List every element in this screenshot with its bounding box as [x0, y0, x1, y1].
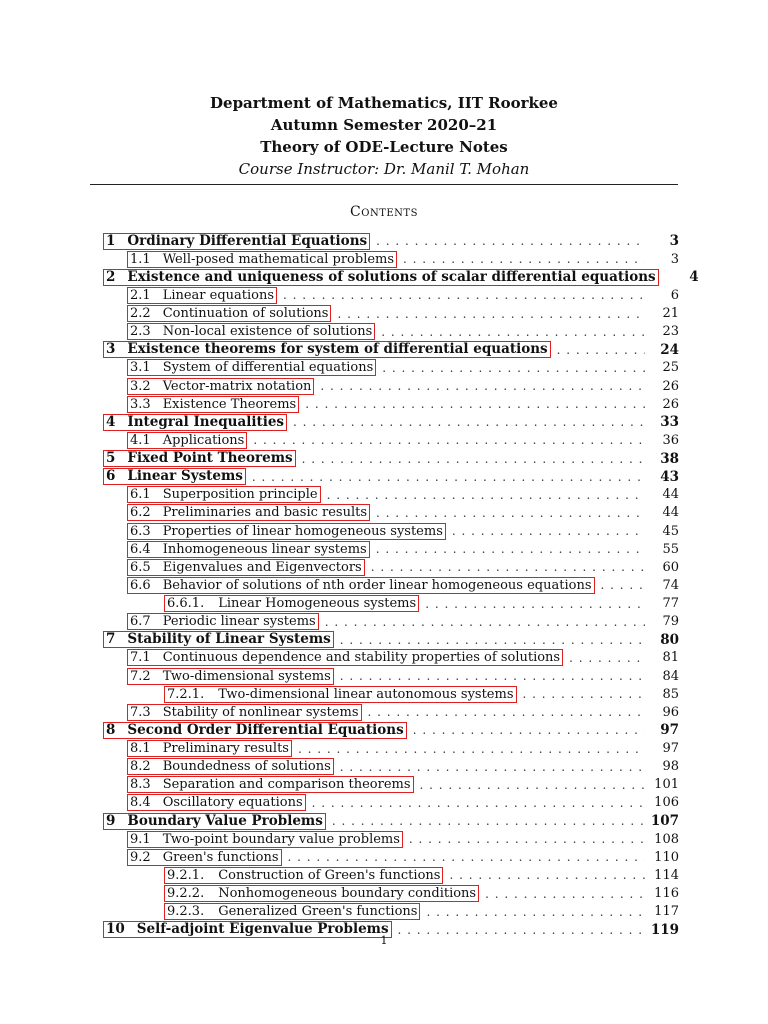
- toc-entry-title: Generalized Green's functions: [218, 904, 418, 920]
- table-of-contents: [103, 232, 699, 939]
- toc-row: [103, 323, 679, 341]
- toc-entry-number: 7: [106, 631, 116, 648]
- toc-entry-page: 116: [654, 886, 679, 902]
- toc-row: [103, 776, 679, 794]
- toc-entry-title: Integral Inequalities: [127, 413, 285, 430]
- toc-entry-page: 3: [670, 251, 679, 267]
- toc-entry-title: Construction of Green's functions: [218, 867, 441, 883]
- toc-leader-dots: [376, 234, 645, 248]
- toc-entry-link[interactable]: [127, 740, 292, 757]
- toc-entry-page: 43: [660, 468, 679, 485]
- toc-entry-page: 6: [670, 287, 679, 303]
- toc-entry-page: 114: [654, 867, 679, 883]
- toc-entry-link[interactable]: [127, 305, 331, 322]
- toc-entry-page: 79: [662, 614, 679, 630]
- toc-entry-page: 44: [662, 505, 679, 521]
- toc-entry-page: 23: [662, 324, 679, 340]
- toc-entry-title: Green's functions: [162, 849, 279, 865]
- toc-entry-link[interactable]: [103, 631, 334, 648]
- toc-leader-dots: [320, 379, 645, 393]
- toc-row: [103, 305, 679, 323]
- toc-entry-title: Second Order Differential Equations: [127, 721, 404, 738]
- toc-row: [103, 558, 679, 576]
- toc-entry-number: 2: [106, 268, 116, 285]
- toc-entry-page: 60: [662, 559, 679, 575]
- toc-row: [103, 649, 679, 667]
- toc-entry-page: 45: [662, 523, 679, 539]
- toc-entry-title: Behavior of solutions of nth order linear homogeneous equations: [162, 577, 592, 593]
- toc-entry-title: Oscillatory equations: [162, 795, 303, 811]
- toc-entry-title: Linear equations: [162, 287, 275, 303]
- toc-leader-dots: [382, 361, 645, 375]
- toc-row: [103, 631, 679, 649]
- toc-entry-number: 7.2.1.: [167, 686, 205, 702]
- toc-row: [103, 685, 679, 703]
- toc-row: [103, 703, 679, 721]
- toc-entry-number: 7.2: [130, 668, 151, 684]
- toc-row: [103, 232, 679, 250]
- toc-leader-dots: [452, 524, 645, 538]
- toc-leader-dots: [381, 325, 645, 339]
- semester-line: Autumn Semester 2020–21: [270, 116, 498, 134]
- toc-entry-link[interactable]: [127, 359, 376, 376]
- toc-row: [103, 848, 679, 866]
- toc-entry-page: 101: [654, 777, 679, 793]
- toc-entry-page: 119: [650, 921, 679, 938]
- toc-row: [103, 450, 679, 468]
- toc-entry-number: 9.2.2.: [167, 886, 205, 902]
- toc-entry-number: 9.2.1.: [167, 867, 205, 883]
- toc-entry-number: 9.2: [130, 849, 151, 865]
- toc-entry-page: 97: [660, 722, 679, 739]
- toc-entry-title: Vector-matrix notation: [162, 378, 312, 394]
- toc-entry-link[interactable]: [127, 776, 414, 793]
- toc-leader-dots: [325, 615, 645, 629]
- toc-leader-dots: [449, 868, 645, 882]
- toc-entry-title: System of differential equations: [162, 360, 374, 376]
- toc-entry-page: 97: [662, 741, 679, 757]
- toc-leader-dots: [376, 542, 645, 556]
- toc-entry-title: Ordinary Differential Equations: [127, 232, 368, 249]
- toc-entry-title: Preliminaries and basic results: [162, 505, 368, 521]
- toc-entry-number: 2.2: [130, 306, 151, 322]
- toc-entry-page: 110: [654, 849, 679, 865]
- toc-leader-dots: [253, 433, 645, 447]
- toc-leader-dots: [569, 651, 645, 665]
- toc-entry-title: Two-dimensional systems: [162, 668, 331, 684]
- toc-row: [103, 250, 679, 268]
- toc-entry-page: 107: [650, 813, 679, 830]
- toc-row: [103, 504, 679, 522]
- page-number: 1: [380, 934, 388, 947]
- toc-leader-dots: [302, 452, 645, 466]
- toc-entry-link[interactable]: [127, 432, 247, 449]
- toc-entry-link[interactable]: [127, 577, 595, 594]
- toc-entry-number: 7.3: [130, 704, 151, 720]
- toc-row: [103, 595, 679, 613]
- toc-entry-title: Properties of linear homogeneous systems: [162, 523, 443, 539]
- toc-leader-dots: [371, 560, 645, 574]
- toc-leader-dots: [337, 307, 645, 321]
- toc-row: [103, 667, 679, 685]
- toc-entry-page: 108: [654, 831, 679, 847]
- toc-leader-dots: [426, 905, 645, 919]
- toc-entry-number: 9.1: [130, 831, 151, 847]
- toc-entry-page: 80: [660, 631, 679, 648]
- toc-entry-number: 8.3: [130, 777, 151, 793]
- toc-entry-link[interactable]: [127, 486, 321, 503]
- toc-entry-number: 6.2: [130, 505, 151, 521]
- toc-entry-page: 36: [662, 432, 679, 448]
- toc-entry-number: 6.4: [130, 541, 151, 557]
- toc-leader-dots: [312, 796, 645, 810]
- toc-row: [103, 286, 679, 304]
- toc-entry-link[interactable]: [127, 758, 334, 775]
- toc-leader-dots: [376, 506, 645, 520]
- toc-row: [103, 903, 679, 921]
- toc-entry-link[interactable]: [127, 523, 446, 540]
- toc-entry-page: 84: [662, 668, 679, 684]
- toc-entry-link[interactable]: [164, 686, 517, 703]
- toc-entry-page: 98: [662, 759, 679, 775]
- toc-leader-dots: [252, 470, 645, 484]
- toc-entry-number: 9.2.3.: [167, 904, 205, 920]
- toc-entry-title: Two-dimensional linear autonomous systems: [218, 686, 514, 702]
- toc-entry-page: 21: [662, 306, 679, 322]
- toc-row: [103, 468, 679, 486]
- toc-entry-number: 6.7: [130, 614, 151, 630]
- toc-entry-title: Continuous dependence and stability properties of solutions: [162, 650, 561, 666]
- toc-entry-link[interactable]: [127, 704, 362, 721]
- toc-entry-link[interactable]: [103, 468, 246, 485]
- toc-entry-link[interactable]: [127, 287, 277, 304]
- toc-entry-number: 3.3: [130, 396, 151, 412]
- toc-row: [103, 794, 679, 812]
- toc-entry-link[interactable]: [103, 269, 659, 286]
- toc-entry-page: 38: [660, 450, 679, 467]
- toc-leader-dots: [557, 343, 645, 357]
- toc-entry-title: Self-adjoint Eigenvalue Problems: [136, 921, 389, 938]
- toc-entry-link[interactable]: [103, 341, 551, 358]
- toc-entry-title: Stability of nonlinear systems: [162, 704, 359, 720]
- instructor-line: Course Instructor: Dr. Manil T. Mohan: [238, 160, 530, 178]
- toc-leader-dots: [293, 415, 645, 429]
- toc-entry-link[interactable]: [127, 831, 403, 848]
- department-line: Department of Mathematics, IIT Roorkee: [210, 94, 558, 112]
- toc-row: [103, 522, 679, 540]
- toc-entry-number: 2.1: [130, 287, 151, 303]
- toc-entry-link[interactable]: [127, 613, 319, 630]
- toc-leader-dots: [332, 814, 643, 828]
- toc-entry-page: 4: [689, 269, 699, 286]
- toc-row: [103, 359, 679, 377]
- toc-row: [103, 613, 679, 631]
- toc-leader-dots: [420, 778, 645, 792]
- toc-entry-title: Existence and uniqueness of solutions of scalar differential equations: [127, 268, 656, 285]
- toc-entry-number: 4.1: [130, 432, 151, 448]
- toc-entry-page: 117: [654, 904, 679, 920]
- toc-entry-link[interactable]: [127, 378, 314, 395]
- toc-entry-title: Linear Homogeneous systems: [218, 596, 417, 612]
- toc-entry-number: 6.6.1.: [167, 596, 205, 612]
- toc-entry-title: Nonhomogeneous boundary conditions: [218, 886, 477, 902]
- toc-entry-number: 6.5: [130, 559, 151, 575]
- toc-row: [103, 721, 679, 739]
- toc-row: [103, 885, 679, 903]
- toc-entry-title: Applications: [162, 432, 245, 448]
- toc-entry-title: Preliminary results: [162, 741, 289, 757]
- contents-heading: Contents: [350, 204, 418, 220]
- toc-leader-dots: [413, 723, 645, 737]
- toc-leader-dots: [368, 705, 646, 719]
- toc-entry-page: 77: [662, 596, 679, 612]
- toc-row: [103, 395, 679, 413]
- toc-row: [103, 812, 679, 830]
- toc-entry-link[interactable]: [127, 794, 306, 811]
- toc-entry-title: Stability of Linear Systems: [127, 631, 331, 648]
- toc-entry-title: Boundedness of solutions: [162, 759, 331, 775]
- toc-leader-dots: [601, 578, 646, 592]
- toc-leader-dots: [409, 832, 645, 846]
- toc-entry-link[interactable]: [127, 668, 334, 685]
- toc-entry-link[interactable]: [103, 813, 326, 830]
- toc-entry-title: Existence theorems for system of differential equations: [127, 341, 548, 358]
- document-title: Theory of ODE-Lecture Notes: [260, 138, 508, 156]
- toc-entry-link[interactable]: [127, 251, 397, 268]
- toc-leader-dots: [305, 397, 645, 411]
- toc-entry-number: 6: [106, 468, 116, 485]
- toc-entry-number: 6.1: [130, 487, 151, 503]
- toc-entry-title: Non-local existence of solutions: [162, 324, 373, 340]
- toc-row: [103, 740, 679, 758]
- toc-entry-number: 6.6: [130, 577, 151, 593]
- toc-entry-number: 3.2: [130, 378, 151, 394]
- toc-row: [103, 486, 679, 504]
- toc-entry-link[interactable]: [127, 396, 299, 413]
- toc-entry-page: 96: [662, 704, 679, 720]
- toc-entry-title: Inhomogeneous linear systems: [162, 541, 367, 557]
- toc-entry-title: Continuation of solutions: [162, 306, 329, 322]
- toc-entry-link[interactable]: [164, 885, 479, 902]
- toc-entry-number: 8.4: [130, 795, 151, 811]
- toc-entry-title: Separation and comparison theorems: [162, 777, 411, 793]
- toc-leader-dots: [283, 288, 645, 302]
- toc-entry-number: 1.1: [130, 251, 151, 267]
- toc-entry-title: Superposition principle: [162, 487, 318, 503]
- toc-entry-number: 8.1: [130, 741, 151, 757]
- toc-entry-link[interactable]: [127, 541, 370, 558]
- toc-entry-number: 1: [106, 232, 116, 249]
- toc-entry-link[interactable]: [164, 595, 419, 612]
- toc-leader-dots: [340, 669, 645, 683]
- toc-leader-dots: [403, 252, 645, 266]
- toc-row: [103, 866, 679, 884]
- toc-entry-page: 44: [662, 487, 679, 503]
- toc-entry-number: 3: [106, 341, 116, 358]
- toc-entry-title: Boundary Value Problems: [127, 812, 323, 829]
- toc-entry-title: Two-point boundary value problems: [162, 831, 400, 847]
- toc-entry-title: Well-posed mathematical problems: [162, 251, 395, 267]
- toc-entry-page: 85: [662, 686, 679, 702]
- toc-entry-number: 8: [106, 721, 116, 738]
- toc-entry-link[interactable]: [127, 849, 282, 866]
- toc-leader-dots: [425, 597, 645, 611]
- toc-entry-link[interactable]: [164, 903, 420, 920]
- toc-entry-page: 25: [662, 360, 679, 376]
- toc-entry-number: 9: [106, 812, 116, 829]
- toc-entry-link[interactable]: [103, 414, 287, 431]
- document-header: [0, 92, 768, 180]
- toc-row: [103, 540, 679, 558]
- toc-entry-page: 3: [669, 233, 679, 250]
- toc-leader-dots: [288, 850, 645, 864]
- toc-entry-title: Existence Theorems: [162, 396, 297, 412]
- toc-row: [103, 377, 679, 395]
- toc-row: [103, 413, 679, 431]
- toc-leader-dots: [327, 488, 645, 502]
- toc-entry-link[interactable]: [103, 722, 407, 739]
- toc-entry-page: 24: [660, 341, 679, 358]
- toc-entry-number: 3.1: [130, 360, 151, 376]
- toc-leader-dots: [485, 887, 645, 901]
- toc-entry-link[interactable]: [103, 233, 370, 250]
- toc-entry-number: 8.2: [130, 759, 151, 775]
- toc-leader-dots: [340, 633, 645, 647]
- toc-entry-link[interactable]: [103, 450, 296, 467]
- toc-entry-page: 33: [660, 414, 679, 431]
- header-divider: [90, 184, 678, 185]
- toc-row: [103, 431, 679, 449]
- toc-leader-dots: [298, 742, 645, 756]
- toc-entry-page: 81: [662, 650, 679, 666]
- toc-leader-dots: [523, 687, 646, 701]
- toc-entry-page: 26: [662, 396, 679, 412]
- toc-entry-number: 7.1: [130, 650, 151, 666]
- toc-entry-page: 106: [654, 795, 679, 811]
- toc-entry-title: Periodic linear systems: [162, 614, 316, 630]
- toc-entry-number: 6.3: [130, 523, 151, 539]
- toc-entry-number: 10: [106, 921, 125, 938]
- toc-entry-number: 4: [106, 413, 116, 430]
- toc-entry-page: 55: [662, 541, 679, 557]
- toc-entry-link[interactable]: [127, 323, 375, 340]
- toc-entry-link[interactable]: [127, 559, 365, 576]
- toc-entry-link[interactable]: [127, 649, 563, 666]
- toc-entry-title: Eigenvalues and Eigenvectors: [162, 559, 362, 575]
- toc-row: [103, 268, 699, 286]
- toc-entry-page: 26: [662, 378, 679, 394]
- toc-entry-link[interactable]: [164, 867, 443, 884]
- toc-row: [103, 576, 679, 594]
- toc-entry-link[interactable]: [127, 504, 370, 521]
- toc-entry-number: 5: [106, 450, 116, 467]
- toc-row: [103, 830, 679, 848]
- toc-entry-number: 2.3: [130, 324, 151, 340]
- toc-entry-page: 74: [662, 577, 679, 593]
- toc-leader-dots: [340, 760, 645, 774]
- toc-row: [103, 758, 679, 776]
- toc-entry-title: Fixed Point Theorems: [127, 450, 293, 467]
- toc-entry-title: Linear Systems: [127, 468, 243, 485]
- toc-row: [103, 341, 679, 359]
